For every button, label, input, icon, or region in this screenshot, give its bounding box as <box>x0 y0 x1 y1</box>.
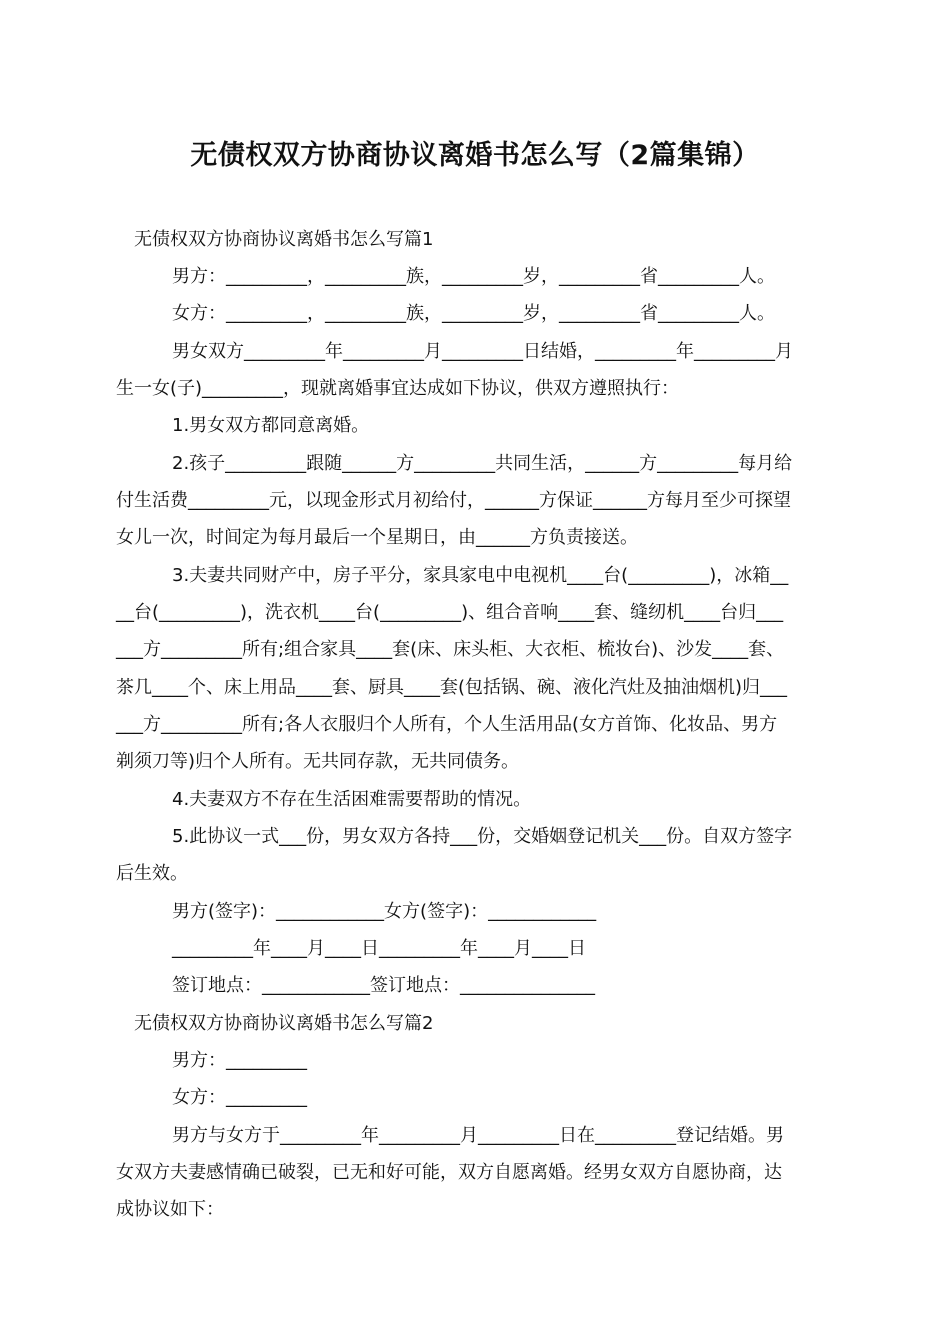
section-heading-2: 无债权双方协商协议离婚书怎么写篇2 <box>134 1013 434 1034</box>
clause-2: 2.孩子_________跟随______方_________共同生活，______方_________每月给 <box>172 453 793 474</box>
paragraph-line: 后生效。 <box>116 863 188 884</box>
paragraph-line: 付生活费_________元，以现金形式月初给付，______方保证______方每月至少可探望 <box>116 490 791 511</box>
document-title: 无债权双方协商协议离婚书怎么写（2篇集锦） <box>190 140 760 171</box>
clause-5: 5.此协议一式___份，男女双方各持___份，交婚姻登记机关___份。自双方签字 <box>172 826 793 847</box>
clause-1: 1.男女双方都同意离婚。 <box>172 415 370 436</box>
signature-line: 男方(签字)：____________女方(签字)：____________ <box>172 901 597 922</box>
party-female-line: 女方：_________ <box>172 1087 307 1108</box>
paragraph-line: 剃须刀等)归个人所有。无共同存款，无共同债务。 <box>116 751 520 772</box>
paragraph-line: 男女双方_________年_________月_________日结婚，_________年_________月 <box>172 341 793 362</box>
paragraph-line: __台(_________)，洗衣机____台(_________)、组合音响____套、缝纫机____台归___ <box>116 602 784 623</box>
location-line: 签订地点：____________签订地点：_______________ <box>172 975 595 996</box>
paragraph-line: 生一女(子)_________，现就离婚事宜达成如下协议，供双方遵照执行： <box>116 378 680 399</box>
paragraph-line: 茶几____个、床上用品____套、厨具____套(包括锅、碗、液化汽灶及抽油烟机)归___ <box>116 677 788 698</box>
clause-4: 4.夫妻双方不存在生活困难需要帮助的情况。 <box>172 789 532 810</box>
party-male-line: 男方：_________ <box>172 1050 307 1071</box>
paragraph-line: 成协议如下： <box>116 1199 224 1220</box>
section-heading-1: 无债权双方协商协议离婚书怎么写篇1 <box>134 229 434 250</box>
paragraph-line: 女双方夫妻感情确已破裂，已无和好可能，双方自愿离婚。经男女双方自愿协商，达 <box>116 1162 782 1183</box>
paragraph-line: ___方_________所有;各人衣服归个人所有，个人生活用品(女方首饰、化妆品、男方 <box>116 714 778 735</box>
party-male-line: 男方：_________，_________族，_________岁，_________省_________人。 <box>172 266 775 287</box>
paragraph-line: 女儿一次，时间定为每月最后一个星期日，由______方负责接送。 <box>116 527 638 548</box>
paragraph-line: ___方_________所有;组合家具____套(床、床头柜、大衣柜、梳妆台)、沙发____套、 <box>116 639 785 660</box>
clause-3: 3.夫妻共同财产中，房子平分，家具家电中电视机____台(_________)，冰箱__ <box>172 565 789 586</box>
party-female-line: 女方：_________，_________族，_________岁，_________省_________人。 <box>172 303 775 324</box>
paragraph-line: 男方与女方于_________年_________月_________日在_________登记结婚。男 <box>172 1125 784 1146</box>
date-line: _________年____月____日_________年____月____日 <box>172 938 586 959</box>
